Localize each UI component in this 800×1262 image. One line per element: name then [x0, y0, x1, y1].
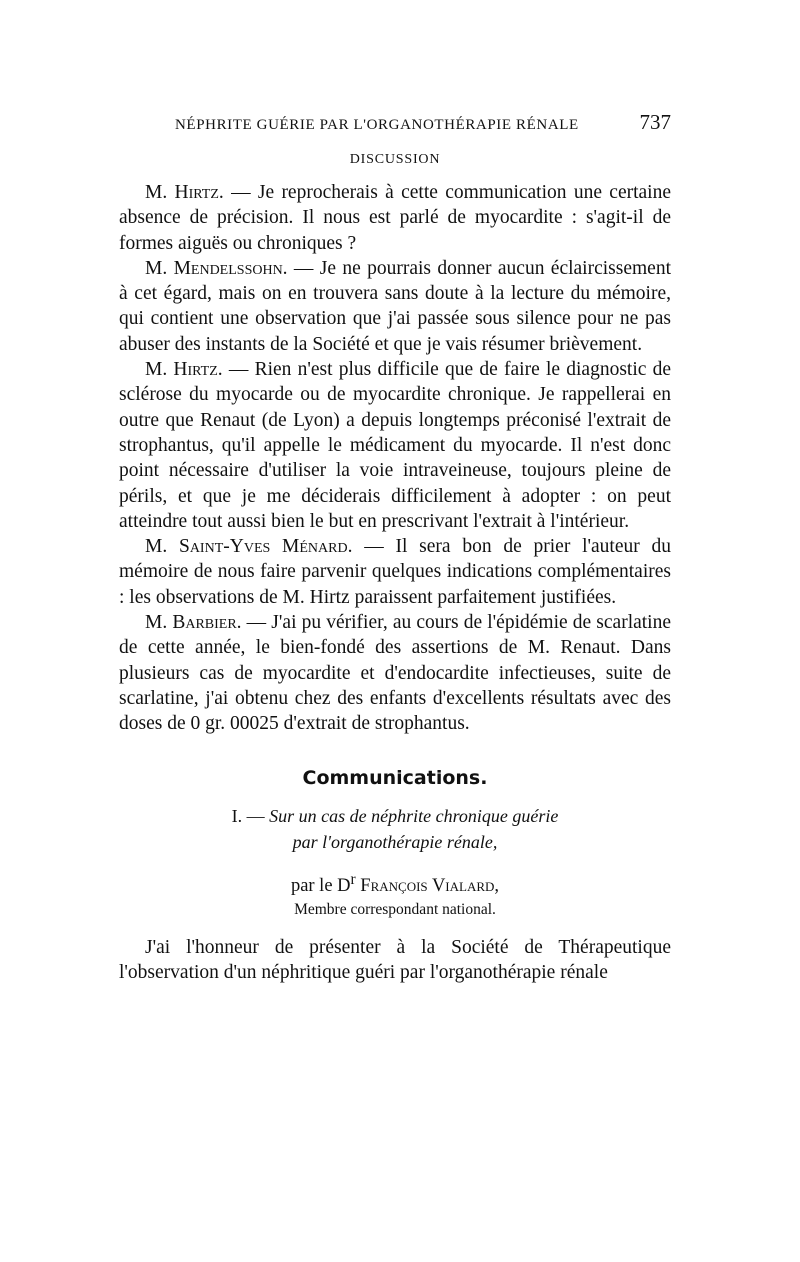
speaker-name: M. Hirtz. [145, 359, 223, 381]
discussion-paragraph [119, 180, 671, 256]
article-number: I. — [231, 805, 265, 826]
article-title [119, 803, 671, 855]
paragraph-text: — Il sera bon de prier l'auteur du mémoire de nous faire parvenir quelques indications complémentaires : les observations de M. Hirtz paraissent parfaitement justifiées. [119, 536, 672, 608]
article-intro: J'ai l'honneur de présenter à la Société de Thérapeutique l'observation d'un néphritique guéri par l'organothérapie rénale [119, 936, 671, 983]
running-title: NÉPHRITE GUÉRIE PAR L'ORGANOTHÉRAPIE RÉNALE [175, 117, 579, 133]
byline [119, 867, 671, 899]
author-membership: Membre correspondant national. [294, 900, 496, 918]
paragraph-text: — Je ne pourrais donner aucun éclaircissement à cet égard, mais on en trouvera sans doute à la lecture du mémoire, qui contient une observation que j'ai passée sous silence pour ne pas abuser des instants de la Société et que je vais résumer brièvement. [119, 257, 671, 355]
article-title-text-1: Sur un cas de néphrite chronique guérie [269, 805, 559, 826]
speaker-name: M. Mendelssohn. [145, 257, 288, 279]
byline-sup: r [350, 870, 356, 888]
paragraph-text: — Rien n'est plus difficile que de faire le diagnostic de sclérose du myocarde ou de myocardite chronique. Je rappellerai en outre que Renaut (de Lyon) a depuis longtemps préconisé l'extrait de strophantus, qu'il appelle le médicament du myocarde. Il n'est donc point nécessaire d'utiliser la voie intraveineuse, toujours pleine de périls, et que je me déciderais difficilement à adopter : on peut atteindre tout aussi bien le but en prescrivant l'extrait à l'intérieur. [119, 359, 672, 532]
communications-heading: Communications. [302, 766, 488, 789]
speaker-name: M. Barbier. [145, 612, 242, 634]
discussion-paragraph [119, 610, 671, 736]
page-number: 737 [639, 110, 671, 134]
article-title-line-1 [119, 803, 671, 829]
discussion-body [119, 180, 671, 737]
author-name: François Vialard, [360, 875, 500, 896]
byline-prefix: par le D [290, 875, 351, 896]
paragraph-text: — Je reprocherais à cette communication une certaine absence de précision. Il nous est parlé de myocardite : s'agit-il de formes aiguës ou chroniques ? [119, 182, 671, 254]
article-title-line-2 [119, 829, 671, 855]
discussion-paragraph [119, 256, 671, 357]
running-head [119, 110, 671, 144]
speaker-name: M. Hirtz. [145, 182, 224, 203]
article-title-text-2: par l'organothérapie rénale, [292, 831, 498, 852]
discussion-paragraph [119, 357, 671, 534]
discussion-paragraph [119, 534, 671, 610]
paragraph-text: — J'ai pu vérifier, au cours de l'épidémie de scarlatine de cette année, le bien-fondé des assertions de M. Renaut. Dans plusieurs cas de myocardite et d'endocardite infectieuses, suite de scarlatine, j'ai obtenu chez des enfants d'excellents résultats avec des doses de 0 gr. 00025 d'extrait de strophantus. [119, 612, 672, 735]
speaker-name: M. Saint-Yves Ménard. [145, 536, 353, 558]
discussion-heading: DISCUSSION [349, 152, 441, 167]
page [119, 110, 671, 1005]
